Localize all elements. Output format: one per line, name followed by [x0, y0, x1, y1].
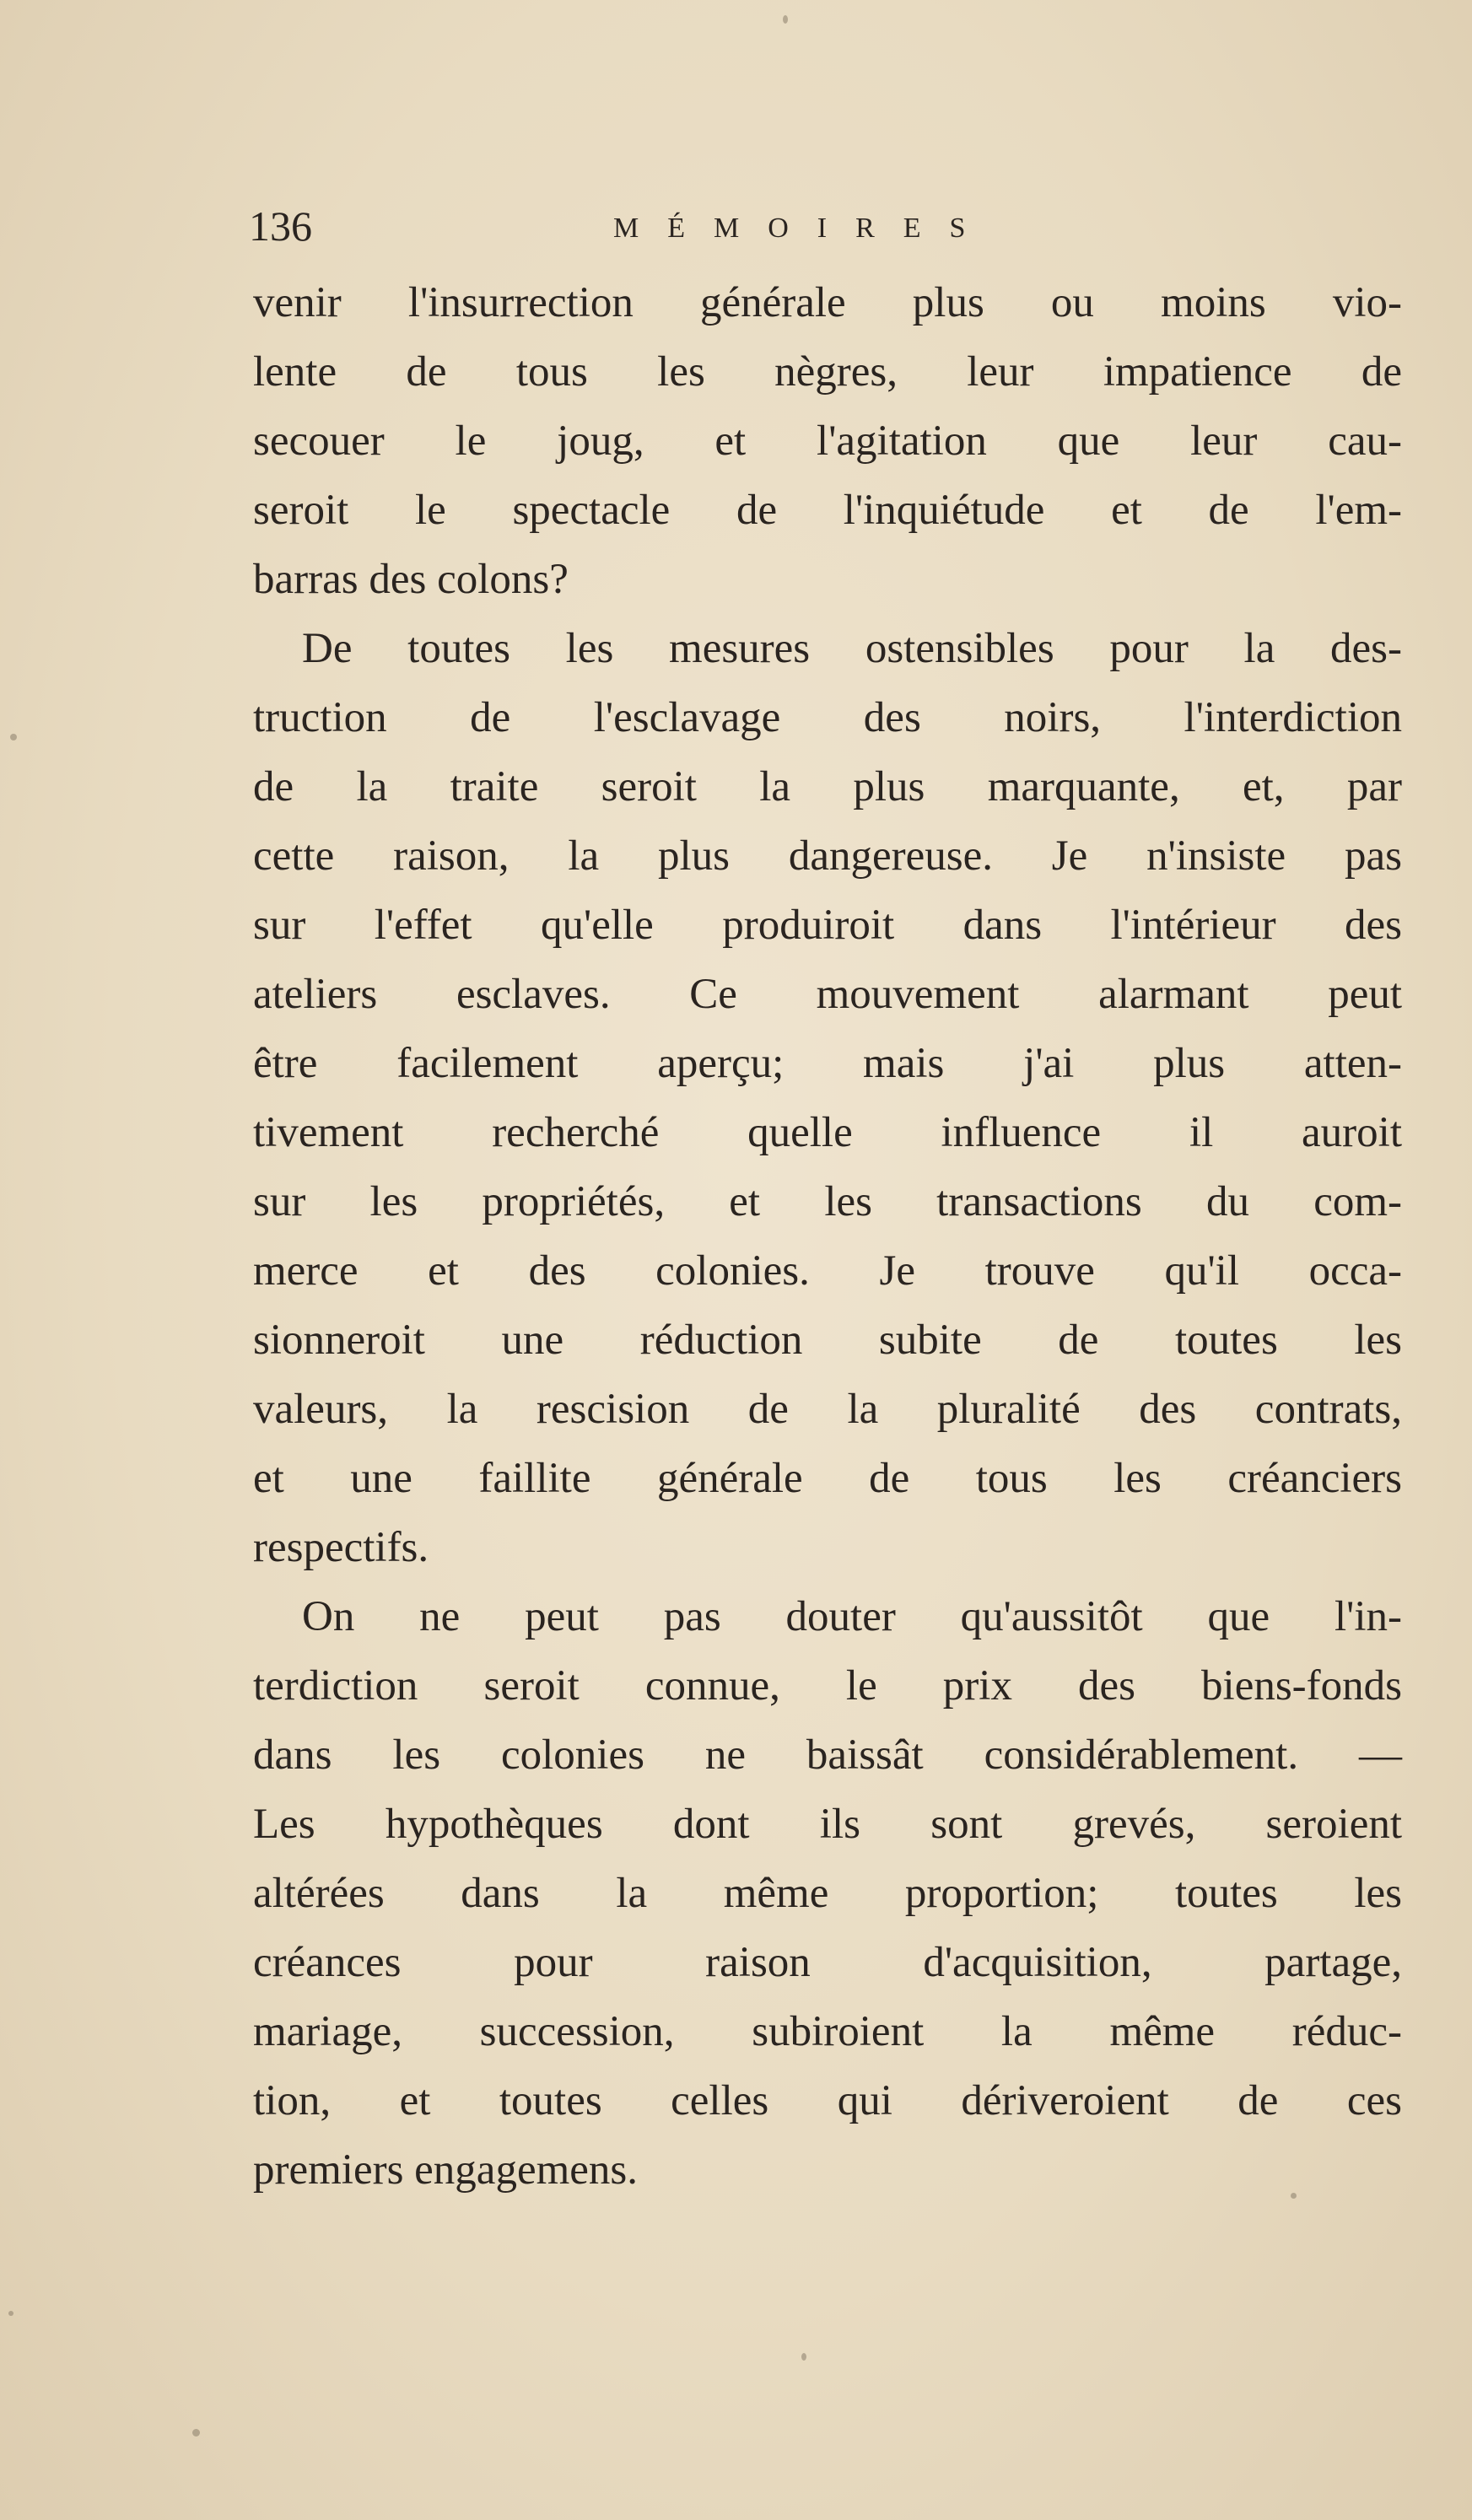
text-line: lente de tous les nègres, leur impatience de [253, 348, 1402, 396]
paper-speck [8, 2311, 13, 2316]
paper-speck [1291, 2193, 1297, 2199]
text-line: respectifs. [253, 1524, 429, 1571]
text-line: merce et des colonies. Je trouve qu'il occa- [253, 1247, 1402, 1295]
text-line: dans les colonies ne baissât considérablement. — [253, 1731, 1402, 1779]
paper-speck [10, 734, 17, 740]
text-line: venir l'insurrection générale plus ou moins vio- [253, 279, 1402, 326]
text-line: Les hypothèques dont ils sont grevés, seroient [253, 1801, 1402, 1848]
text-line: valeurs, la rescision de la pluralité des contrats, [253, 1386, 1402, 1433]
text-line: tivement recherché quelle influence il auroit [253, 1109, 1402, 1156]
text-line: et une faillite générale de tous les créanciers [253, 1455, 1402, 1502]
text-line: barras des colons? [253, 556, 569, 603]
paragraph-start-line: De toutes les mesures ostensibles pour la des- [302, 625, 1402, 672]
text-line: de la traite seroit la plus marquante, et, par [253, 763, 1402, 810]
text-line: être facilement aperçu; mais j'ai plus atten- [253, 1040, 1402, 1087]
text-line: altérées dans la même proportion; toutes les [253, 1870, 1402, 1917]
text-line: sur les propriétés, et les transactions du com- [253, 1178, 1402, 1225]
paper-speck [192, 2429, 200, 2437]
text-line: tion, et toutes celles qui dériveroient de ces [253, 2077, 1402, 2124]
text-line: ateliers esclaves. Ce mouvement alarmant peut [253, 971, 1402, 1018]
text-line: cette raison, la plus dangereuse. Je n'insiste pas [253, 832, 1402, 880]
text-line: terdiction seroit connue, le prix des biens-fonds [253, 1662, 1402, 1710]
paragraph-start-line: On ne peut pas douter qu'aussitôt que l'in- [302, 1593, 1402, 1640]
page-header [249, 201, 1396, 260]
body-text [253, 268, 1402, 2205]
text-line: sionneroit une réduction subite de toutes les [253, 1317, 1402, 1364]
paper-speck [801, 2353, 806, 2361]
text-line: truction de l'esclavage des noirs, l'interdiction [253, 694, 1402, 741]
text-line: premiers engagemens. [253, 2146, 638, 2194]
text-line: secouer le joug, et l'agitation que leur cau- [253, 417, 1402, 465]
text-line: seroit le spectacle de l'inquiétude et de l'em- [253, 487, 1402, 534]
text-line: sur l'effet qu'elle produiroit dans l'intérieur des [253, 902, 1402, 949]
paper-speck [783, 15, 788, 24]
text-line: créances pour raison d'acquisition, partage, [253, 1939, 1402, 1986]
text-line: mariage, succession, subiroient la même réduc- [253, 2008, 1402, 2055]
running-title: MÉMOIRES [613, 213, 995, 244]
page-number: 136 [249, 202, 312, 250]
